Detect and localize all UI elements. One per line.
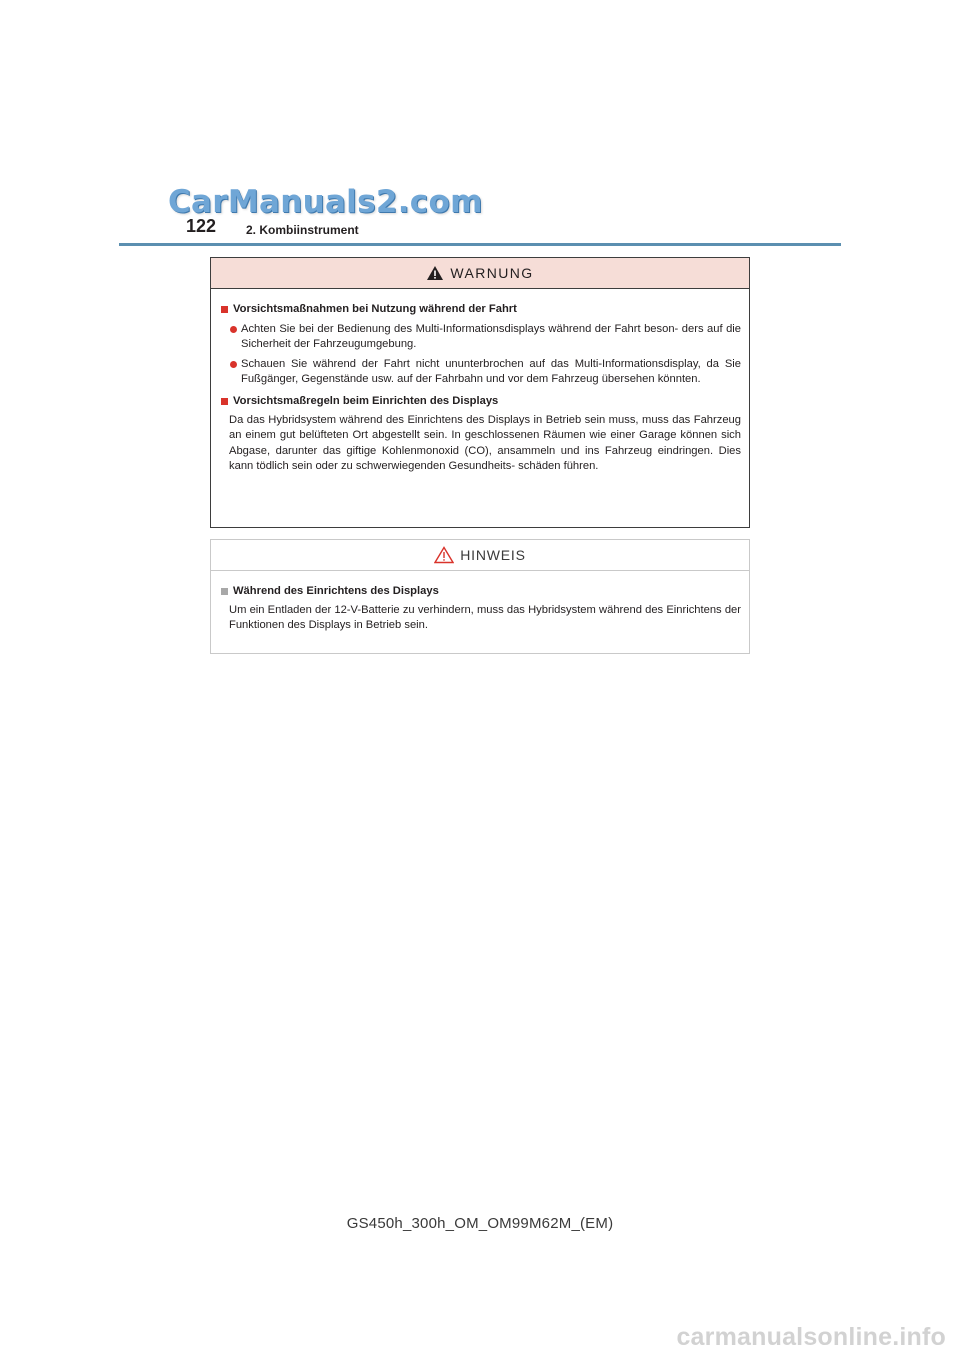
page-number: 122 [186,216,217,236]
watermark-bottom: carmanualsonline.info [676,1323,946,1351]
notice-header [211,540,749,571]
red-bullet-icon [230,326,237,333]
warning-section2-heading [219,394,741,410]
red-square-icon [221,398,228,405]
footer-code: GS450h_300h_OM_OM99M62M_(EM) [346,1215,614,1232]
warning-section2-heading-text: Vorsichtsmaßregeln beim Einrichten des Displays [233,394,499,407]
warning-title: WARNUNG [450,265,534,281]
warning-section2-text: Da das Hybridsystem während des Einrichtens des Displays in Betrieb sein muss, muss das Fahrzeug an einem gut belüfteten Ort abgestellt sein. In geschlossenen Räumen wie einer Garage können sich Abgase, darunter das giftige Kohlenmonoxid (CO), ansammeln und ins Fahrzeug eindringen. Dies kann tödlich sein oder zu schwerwiegenden Gesundheits- schäden führen. [229,413,741,473]
notice-heading [219,584,741,600]
notice-triangle-icon [434,546,454,564]
warning-section1-heading [219,302,741,318]
watermark-top: CarManuals2.com [168,184,483,220]
warning-section1-heading-text: Vorsichtsmaßnahmen bei Nutzung während der Fahrt [233,303,517,315]
red-bullet-icon [230,361,237,368]
section-title: 2. Kombiinstrument [246,223,359,237]
warning-box [210,257,750,528]
notice-box [210,539,750,654]
notice-text: Um ein Entladen der 12-V-Batterie zu verhindern, muss das Hybridsystem während des Einrichtens der Funktionen des Displays in Betrieb sein. [229,603,741,632]
warning-bullet-2 [229,357,741,388]
notice-heading-text: Während des Einrichtens des Displays [233,585,439,597]
gray-square-icon [221,588,228,595]
red-square-icon [221,306,228,313]
warning-bullet-1 [229,322,741,353]
notice-body [211,571,749,634]
warning-header [211,258,749,289]
warning-bullet-1-text: Achten Sie bei der Bedienung des Multi-Informationsdisplays während der Fahrt beson- ders auf die Sicherheit der Fahrzeugumgebung. [241,322,741,351]
warning-body [211,289,749,475]
warning-bullet-2-text: Schauen Sie während der Fahrt nicht ununterbrochen auf das Multi-Informationsdisplay, da Sie Fußgänger, Gegenstände usw. auf der Fahrbahn und vor dem Fahrzeug übersehen könnten. [241,357,741,386]
notice-title: HINWEIS [460,547,526,563]
header-rule [119,243,841,246]
warning-triangle-icon [426,265,444,281]
